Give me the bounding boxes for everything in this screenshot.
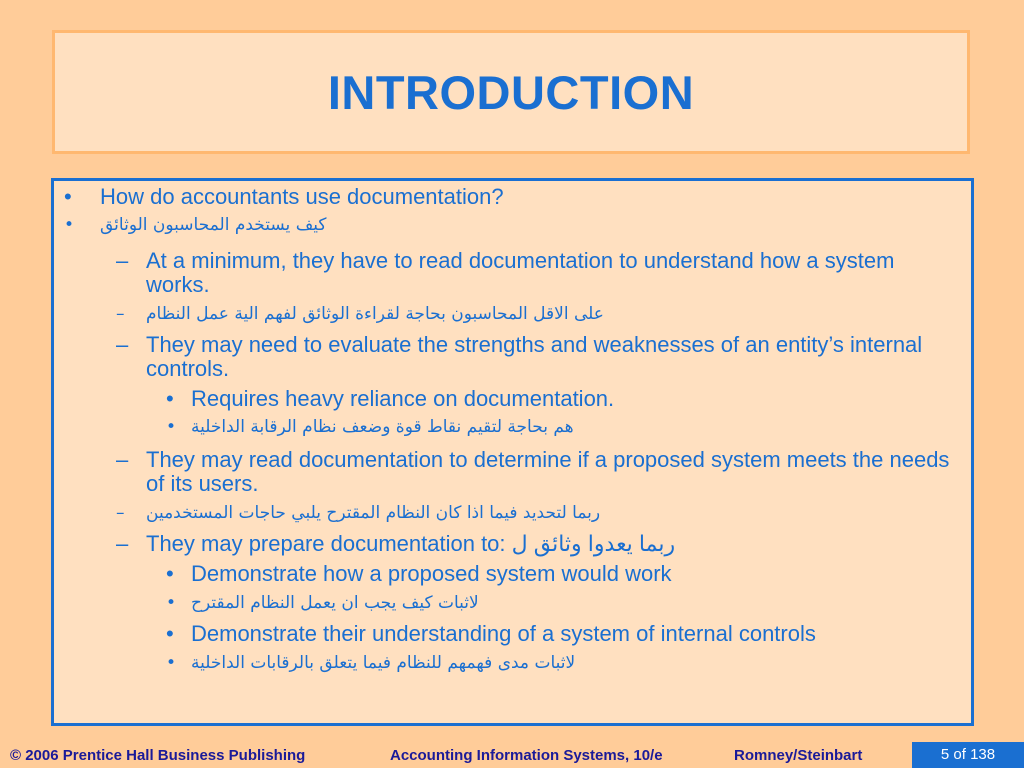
bullet-marker: •: [166, 386, 174, 411]
sub-item: [54, 448, 971, 496]
sub-sub-text: لاثبات كيف يجب ان يعمل النظام المقترح: [191, 593, 479, 613]
sub-item-arabic: [54, 303, 971, 325]
bullet-marker: •: [166, 561, 174, 586]
sub-text: They may prepare documentation to: ربما يعدوا وثائق ل: [146, 531, 676, 556]
sub-text: They may need to evaluate the strengths and weaknesses of an entity’s internal controls.: [146, 332, 923, 381]
bullet-marker: •: [64, 184, 72, 209]
sub-text: They may read documentation to determine if a proposed system meets the needs of its users.: [146, 447, 950, 496]
page-number: 5 of 138: [912, 742, 1024, 768]
bullet-item: [54, 185, 971, 209]
bullet-marker: •: [166, 653, 177, 673]
sub-sub-text: لاثبات مدى فهمهم للنظام فيما يتعلق بالرقابات الداخلية: [191, 653, 576, 673]
footer-book-title: Accounting Information Systems, 10/e: [390, 747, 663, 764]
dash-marker: –: [116, 447, 129, 472]
dash-marker: –: [116, 332, 129, 357]
sub-sub-item-arabic: [54, 592, 971, 614]
dash-marker: –: [116, 248, 129, 273]
sub-sub-text: Demonstrate their understanding of a system of internal controls: [191, 621, 816, 646]
footer-copyright: © 2006 Prentice Hall Business Publishing: [10, 747, 306, 764]
title-box: [52, 30, 970, 154]
dash-marker: –: [116, 503, 125, 523]
dash-marker: –: [116, 531, 129, 556]
sub-item: [54, 249, 971, 297]
sub-sub-text: Requires heavy reliance on documentation.: [191, 386, 615, 411]
sub-item: [54, 333, 971, 381]
slide-title: INTRODUCTION: [327, 65, 695, 119]
bullet-text: How do accountants use documentation?: [100, 184, 504, 209]
sub-sub-text: Demonstrate how a proposed system would work: [191, 561, 672, 586]
bullet-marker: •: [166, 417, 177, 437]
bullet-marker: •: [64, 215, 75, 235]
sub-sub-text: هم بحاجة لتقيم نقاط قوة وضعف نظام الرقابة الداخلية: [191, 417, 574, 437]
content-box: [51, 178, 974, 726]
sub-sub-item: [54, 622, 971, 646]
bullet-item-arabic: [54, 214, 971, 236]
bullet-marker: •: [166, 593, 177, 613]
sub-text: ربما لتحديد فيما اذا كان النظام المقترح يلبي حاجات المستخدمين: [146, 503, 601, 523]
sub-sub-item: [54, 387, 971, 411]
footer-bar: [0, 742, 1024, 768]
sub-item-arabic: [54, 502, 971, 524]
bullet-marker: •: [166, 621, 174, 646]
sub-item: [54, 532, 971, 556]
bullet-list: [54, 185, 971, 674]
bullet-text: كيف يستخدم المحاسبون الوثائق: [100, 215, 327, 235]
footer-authors: Romney/Steinbart: [734, 747, 863, 764]
sub-text: At a minimum, they have to read documentation to understand how a system works.: [146, 248, 895, 297]
sub-sub-item-arabic: [54, 652, 971, 674]
dash-marker: –: [116, 304, 125, 324]
sub-sub-item-arabic: [54, 416, 971, 438]
sub-sub-item: [54, 562, 971, 586]
sub-text: على الاقل المحاسبون بحاجة لقراءة الوثائق لفهم الية عمل النظام: [146, 304, 604, 324]
